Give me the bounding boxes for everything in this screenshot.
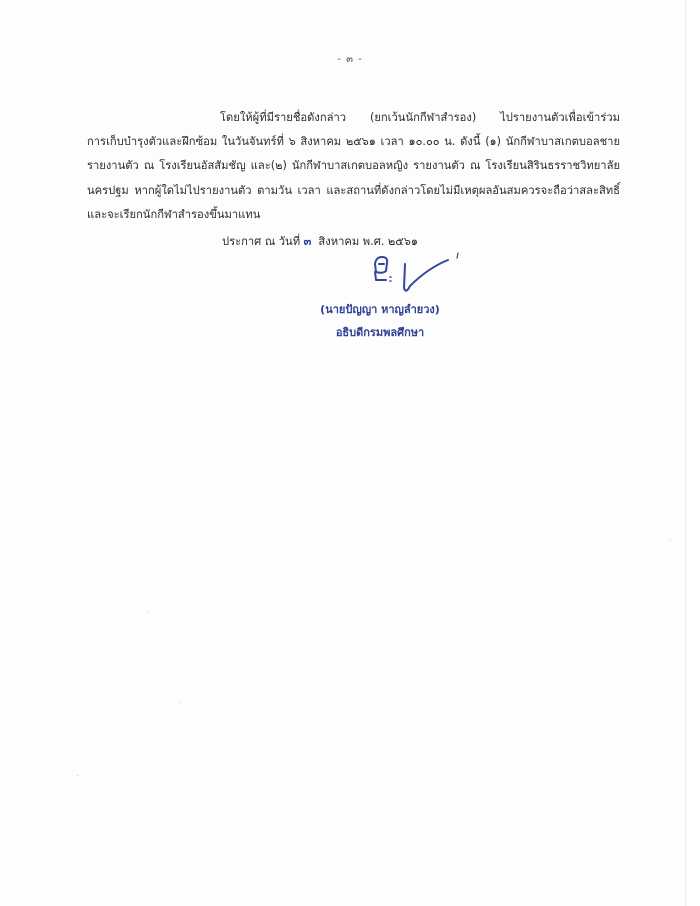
page-edge	[685, 0, 700, 906]
scan-speck	[670, 540, 671, 541]
scan-speck	[180, 702, 181, 703]
date-month-year: สิงหาคม พ.ศ. ๒๕๖๑	[318, 235, 418, 248]
scan-speck	[148, 611, 149, 612]
body-line: โดยให้ผู้ที่มีรายชื่อดังกล่าว (ยกเว้นนักกีฬาสำรอง) ไปรายงานตัวเพื่อเข้าร่วม	[220, 111, 620, 124]
body-line: รายงานตัว ณ โรงเรียนอัสสัมชัญ และ(๒) นักกีฬาบาสเกตบอลหญิง รายงานตัว ณ โรงเรียนสิรินธรราชวิทยาลัย	[87, 159, 620, 173]
scan-speck	[77, 775, 78, 776]
page-number: - ๓ -	[337, 54, 363, 65]
announcement-date	[222, 232, 418, 250]
body-line: นครปฐม หากผู้ใดไม่ไปรายงานตัว ตามวัน เวลา และสถานที่ดังกล่าวโดยไม่มีเหตุผลอันสมควรจะถือว่าสละสิทธิ์	[87, 183, 620, 197]
body-line: การเก็บบำรุงตัวและฝึกซ้อม ในวันจันทร์ที่ ๖ สิงหาคม ๒๕๖๑ เวลา ๑๐.๐๐ น. ดังนี้ (๑) นักกีฬาบาสเกตบอลชาย	[87, 135, 620, 149]
signer-title: อธิบดีกรมพลศึกษา	[335, 326, 425, 339]
announcement-body	[87, 106, 620, 227]
signature-icon	[370, 250, 480, 305]
signer-name: (นายปัญญา หาญลำยวง)	[320, 303, 440, 316]
date-day: ๓	[303, 235, 312, 248]
date-prefix: ประกาศ ณ วันที่	[222, 235, 301, 248]
body-line: และจะเรียกนักกีฬาสำรองขึ้นมาแทน	[87, 207, 261, 221]
